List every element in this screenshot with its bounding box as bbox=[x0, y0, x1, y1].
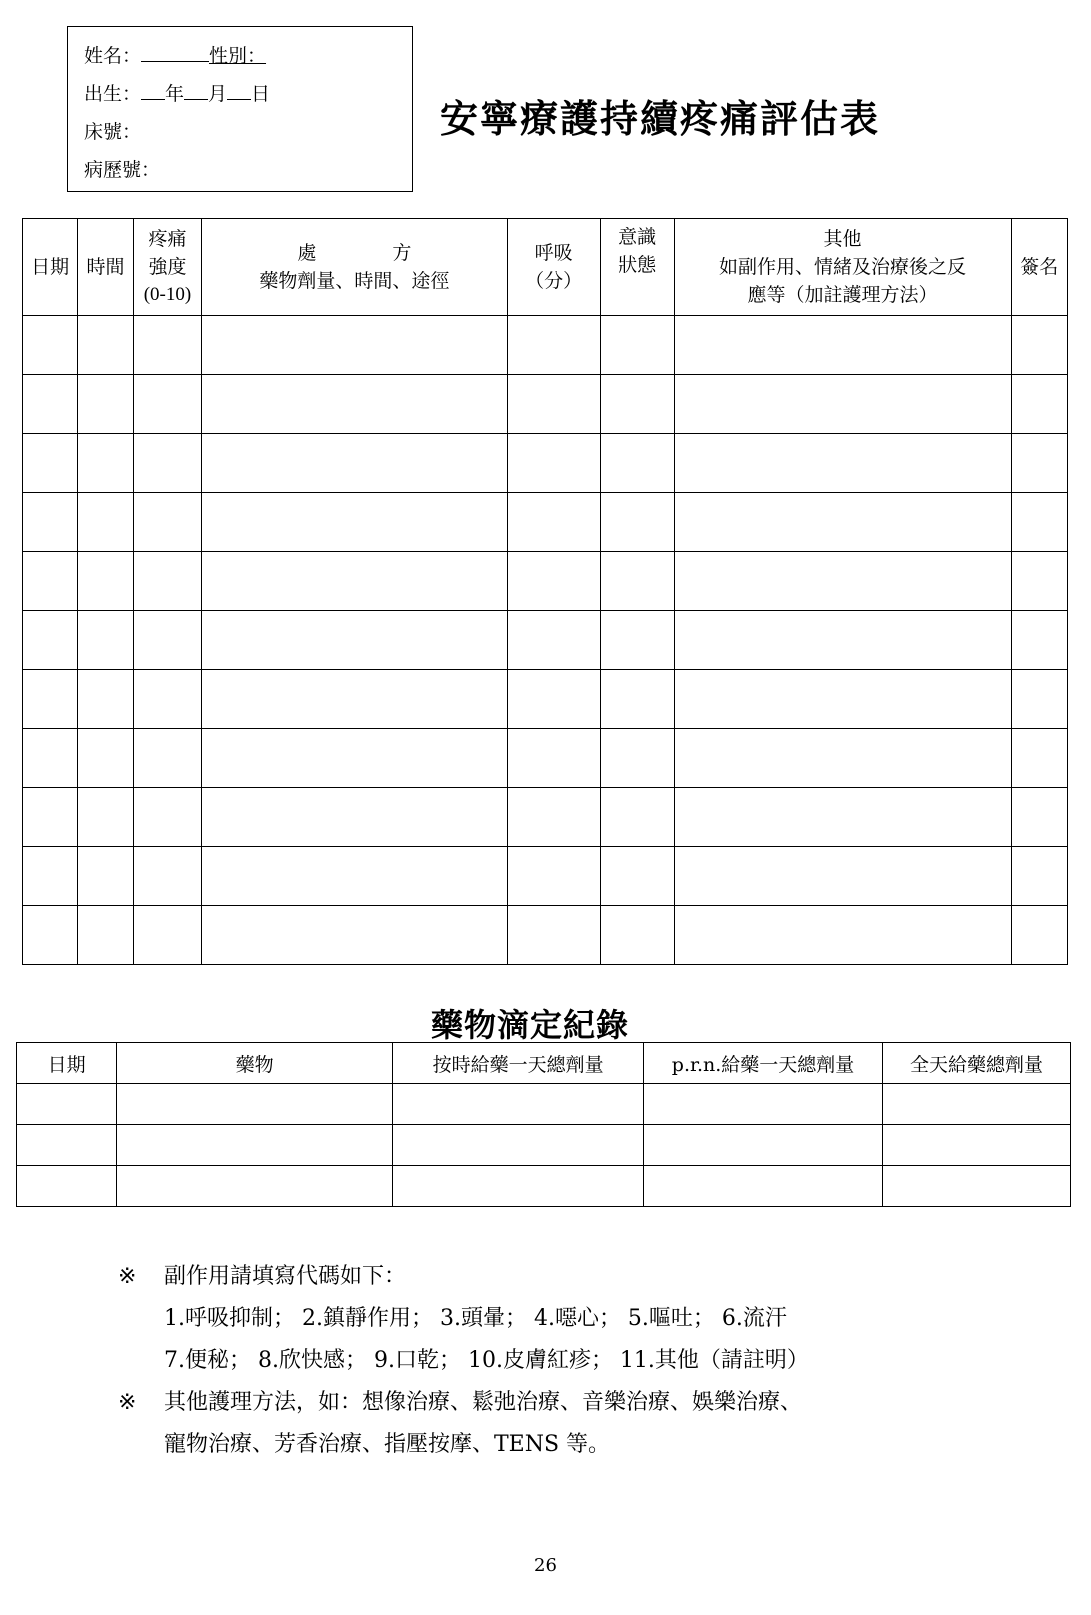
table-cell[interactable] bbox=[507, 493, 600, 552]
page-title: 安寧療護持續疼痛評估表 bbox=[440, 96, 881, 141]
record-number-label: 病歷號： bbox=[84, 159, 161, 181]
table-cell[interactable] bbox=[202, 847, 507, 906]
table-cell[interactable] bbox=[1011, 611, 1067, 670]
table-cell[interactable] bbox=[202, 552, 507, 611]
header-other bbox=[674, 219, 1011, 316]
birth-day-blank[interactable] bbox=[227, 79, 251, 100]
titration-header-row bbox=[17, 1043, 1071, 1084]
table-cell[interactable] bbox=[202, 375, 507, 434]
table-cell[interactable] bbox=[133, 611, 202, 670]
titration-header-date: 日期 bbox=[17, 1043, 117, 1084]
name-label: 姓名： bbox=[84, 45, 142, 67]
table-cell[interactable] bbox=[393, 1125, 644, 1166]
table-cell[interactable] bbox=[1011, 670, 1067, 729]
table-cell[interactable] bbox=[23, 434, 78, 493]
side-effects-codes-line2: 7.便秘； 8.欣快感； 9.口乾； 10.皮膚紅疹； 11.其他（請註明） bbox=[164, 1348, 809, 1373]
table-cell[interactable] bbox=[133, 493, 202, 552]
table-cell[interactable] bbox=[1011, 493, 1067, 552]
table-cell[interactable] bbox=[23, 847, 78, 906]
table-row bbox=[23, 552, 1068, 611]
table-cell[interactable] bbox=[600, 493, 674, 552]
bed-line bbox=[84, 113, 396, 151]
side-effects-note bbox=[118, 1256, 809, 1298]
table-cell[interactable] bbox=[507, 375, 600, 434]
table-cell[interactable] bbox=[117, 1125, 393, 1166]
table-cell[interactable] bbox=[202, 729, 507, 788]
table-cell[interactable] bbox=[78, 788, 133, 847]
record-line bbox=[84, 151, 396, 189]
table-cell[interactable] bbox=[507, 316, 600, 375]
care-methods-note bbox=[118, 1382, 809, 1424]
table-cell[interactable] bbox=[644, 1084, 883, 1125]
day-label: 日 bbox=[251, 83, 271, 105]
table-cell[interactable] bbox=[78, 375, 133, 434]
table-cell[interactable] bbox=[1011, 375, 1067, 434]
table-cell[interactable] bbox=[393, 1084, 644, 1125]
header-consciousness bbox=[600, 219, 674, 316]
titration-row bbox=[17, 1125, 1071, 1166]
header-pain-intensity-line1: 疼痛 bbox=[148, 228, 187, 250]
table-cell[interactable] bbox=[117, 1084, 393, 1125]
titration-header-prn-dose: p.r.n.給藥一天總劑量 bbox=[644, 1043, 883, 1084]
table-cell[interactable] bbox=[133, 729, 202, 788]
month-label: 月 bbox=[208, 83, 228, 105]
titration-row bbox=[17, 1166, 1071, 1207]
care-methods-line1: 其他護理方法，如：想像治療、鬆弛治療、音樂治療、娛樂治療、 bbox=[164, 1390, 803, 1415]
header-other-line1: 其他 bbox=[823, 228, 862, 250]
table-cell[interactable] bbox=[674, 611, 1011, 670]
table-cell[interactable] bbox=[78, 729, 133, 788]
table-cell[interactable] bbox=[674, 729, 1011, 788]
titration-table bbox=[16, 1042, 1071, 1207]
table-cell[interactable] bbox=[600, 611, 674, 670]
table-cell[interactable] bbox=[23, 493, 78, 552]
header-consciousness-line2: 狀態 bbox=[618, 254, 657, 276]
table-cell[interactable] bbox=[507, 847, 600, 906]
table-cell[interactable] bbox=[23, 611, 78, 670]
table-row bbox=[23, 375, 1068, 434]
table-cell[interactable] bbox=[23, 906, 78, 965]
table-cell[interactable] bbox=[133, 434, 202, 493]
pain-table-header-row bbox=[23, 219, 1068, 316]
header-signature: 簽名 bbox=[1011, 219, 1067, 316]
table-cell[interactable] bbox=[133, 375, 202, 434]
header-respiration-line2: （分） bbox=[525, 270, 583, 292]
table-cell[interactable] bbox=[674, 670, 1011, 729]
table-cell[interactable] bbox=[507, 788, 600, 847]
table-cell[interactable] bbox=[674, 434, 1011, 493]
gender-label: 性別： bbox=[209, 45, 267, 67]
table-cell[interactable] bbox=[507, 611, 600, 670]
table-cell[interactable] bbox=[1011, 788, 1067, 847]
header-respiration bbox=[507, 219, 600, 316]
table-cell[interactable] bbox=[17, 1125, 117, 1166]
table-cell[interactable] bbox=[882, 1084, 1070, 1125]
table-row bbox=[23, 316, 1068, 375]
table-cell[interactable] bbox=[1011, 434, 1067, 493]
table-row bbox=[23, 670, 1068, 729]
table-cell[interactable] bbox=[644, 1125, 883, 1166]
table-cell[interactable] bbox=[133, 670, 202, 729]
name-blank[interactable] bbox=[141, 41, 209, 62]
table-cell[interactable] bbox=[600, 434, 674, 493]
table-cell[interactable] bbox=[78, 847, 133, 906]
table-cell[interactable] bbox=[1011, 847, 1067, 906]
table-row bbox=[23, 434, 1068, 493]
header-respiration-line1: 呼吸 bbox=[534, 242, 573, 264]
table-cell[interactable] bbox=[202, 906, 507, 965]
table-cell[interactable] bbox=[674, 847, 1011, 906]
patient-info-box bbox=[67, 26, 413, 192]
table-cell[interactable] bbox=[644, 1166, 883, 1207]
table-cell[interactable] bbox=[202, 611, 507, 670]
table-cell[interactable] bbox=[674, 552, 1011, 611]
table-cell[interactable] bbox=[202, 670, 507, 729]
table-cell[interactable] bbox=[1011, 729, 1067, 788]
table-cell[interactable] bbox=[507, 552, 600, 611]
table-row bbox=[23, 788, 1068, 847]
birth-line bbox=[84, 75, 396, 113]
reference-mark: ※ bbox=[118, 1264, 137, 1289]
table-cell[interactable] bbox=[78, 316, 133, 375]
header-prescription bbox=[202, 219, 507, 316]
table-cell[interactable] bbox=[600, 729, 674, 788]
table-cell[interactable] bbox=[23, 316, 78, 375]
table-cell[interactable] bbox=[133, 906, 202, 965]
header-pain-intensity-line3: (0-10) bbox=[143, 284, 192, 305]
year-label: 年 bbox=[165, 83, 185, 105]
titration-header-drug: 藥物 bbox=[117, 1043, 393, 1084]
table-cell[interactable] bbox=[17, 1166, 117, 1207]
table-cell[interactable] bbox=[600, 316, 674, 375]
table-cell[interactable] bbox=[78, 552, 133, 611]
titration-row bbox=[17, 1084, 1071, 1125]
header-prescription-line2: 藥物劑量、時間、途徑 bbox=[259, 270, 450, 292]
table-cell[interactable] bbox=[78, 670, 133, 729]
table-cell[interactable] bbox=[133, 847, 202, 906]
table-cell[interactable] bbox=[600, 670, 674, 729]
notes-section bbox=[118, 1256, 809, 1466]
table-cell[interactable] bbox=[78, 906, 133, 965]
table-cell[interactable] bbox=[507, 670, 600, 729]
reference-mark: ※ bbox=[118, 1390, 137, 1415]
table-cell[interactable] bbox=[600, 906, 674, 965]
table-cell[interactable] bbox=[600, 847, 674, 906]
table-cell[interactable] bbox=[674, 906, 1011, 965]
table-cell[interactable] bbox=[507, 729, 600, 788]
table-row bbox=[23, 611, 1068, 670]
birth-month-blank[interactable] bbox=[184, 79, 208, 100]
table-cell[interactable] bbox=[600, 788, 674, 847]
side-effects-title: 副作用請填寫代碼如下： bbox=[164, 1264, 407, 1289]
header-pain-intensity-line2: 強度 bbox=[148, 256, 187, 278]
birth-label: 出生： bbox=[84, 83, 142, 105]
table-cell[interactable] bbox=[23, 729, 78, 788]
header-time: 時間 bbox=[78, 219, 133, 316]
table-cell[interactable] bbox=[1011, 906, 1067, 965]
titration-header-scheduled-dose: 按時給藥一天總劑量 bbox=[393, 1043, 644, 1084]
table-cell[interactable] bbox=[674, 788, 1011, 847]
table-cell[interactable] bbox=[78, 493, 133, 552]
table-row bbox=[23, 493, 1068, 552]
titration-table-body bbox=[17, 1084, 1071, 1207]
header-other-line3: 應等（加註護理方法） bbox=[747, 284, 938, 306]
table-cell[interactable] bbox=[133, 552, 202, 611]
table-cell[interactable] bbox=[600, 552, 674, 611]
table-cell[interactable] bbox=[674, 375, 1011, 434]
table-cell[interactable] bbox=[133, 788, 202, 847]
table-cell[interactable] bbox=[202, 434, 507, 493]
pain-table-body bbox=[23, 316, 1068, 965]
table-cell[interactable] bbox=[23, 552, 78, 611]
table-cell[interactable] bbox=[674, 493, 1011, 552]
table-cell[interactable] bbox=[882, 1166, 1070, 1207]
table-cell[interactable] bbox=[600, 375, 674, 434]
table-cell[interactable] bbox=[17, 1084, 117, 1125]
header-pain-intensity bbox=[133, 219, 202, 316]
page-number: 26 bbox=[534, 1555, 557, 1576]
table-cell[interactable] bbox=[133, 316, 202, 375]
table-cell[interactable] bbox=[78, 434, 133, 493]
titration-title: 藥物滴定紀錄 bbox=[430, 1006, 629, 1044]
table-row bbox=[23, 906, 1068, 965]
name-gender-line bbox=[84, 37, 396, 75]
table-cell[interactable] bbox=[23, 788, 78, 847]
table-cell[interactable] bbox=[23, 670, 78, 729]
table-cell[interactable] bbox=[117, 1166, 393, 1207]
pain-assessment-table bbox=[22, 218, 1068, 965]
care-methods-line2: 寵物治療、芳香治療、指壓按摩、TENS 等。 bbox=[164, 1432, 611, 1457]
table-cell[interactable] bbox=[78, 611, 133, 670]
bed-label: 床號： bbox=[84, 121, 142, 143]
table-cell[interactable] bbox=[202, 493, 507, 552]
table-cell[interactable] bbox=[882, 1125, 1070, 1166]
table-cell[interactable] bbox=[202, 316, 507, 375]
table-cell[interactable] bbox=[1011, 316, 1067, 375]
birth-year-blank[interactable] bbox=[141, 79, 165, 100]
table-row bbox=[23, 729, 1068, 788]
header-consciousness-line1: 意識 bbox=[618, 226, 657, 248]
table-cell[interactable] bbox=[202, 788, 507, 847]
table-row bbox=[23, 847, 1068, 906]
header-date: 日期 bbox=[23, 219, 78, 316]
table-cell[interactable] bbox=[393, 1166, 644, 1207]
table-cell[interactable] bbox=[507, 906, 600, 965]
side-effects-codes-line1: 1.呼吸抑制； 2.鎮靜作用； 3.頭暈； 4.噁心； 5.嘔吐； 6.流汗 bbox=[164, 1306, 787, 1331]
titration-header-total-dose: 全天給藥總劑量 bbox=[882, 1043, 1070, 1084]
table-cell[interactable] bbox=[674, 316, 1011, 375]
table-cell[interactable] bbox=[23, 375, 78, 434]
header-prescription-line1: 處 方 bbox=[297, 242, 412, 264]
header-other-line2: 如副作用、情緒及治療後之反 bbox=[719, 256, 967, 278]
table-cell[interactable] bbox=[1011, 552, 1067, 611]
table-cell[interactable] bbox=[507, 434, 600, 493]
